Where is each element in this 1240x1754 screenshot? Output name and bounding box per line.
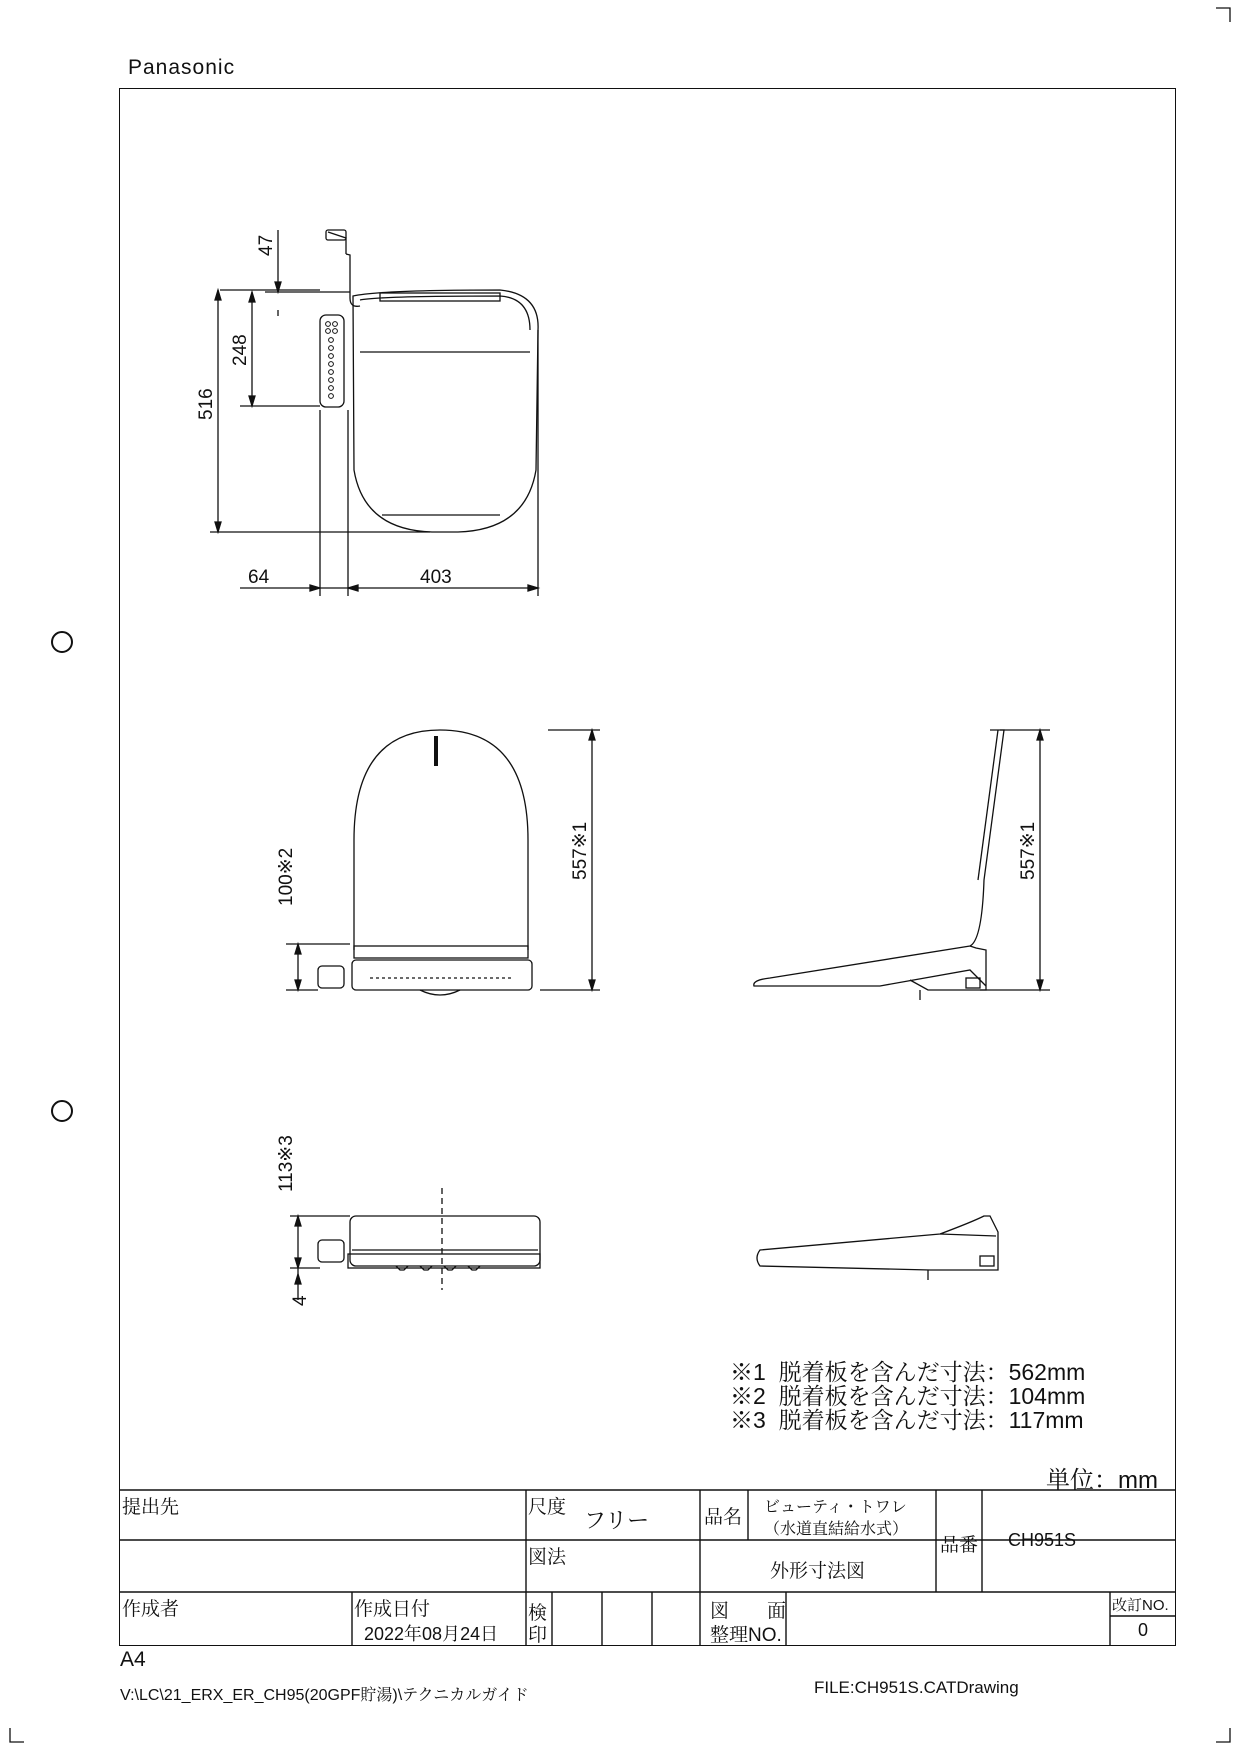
remote-buttons [326,322,338,399]
drawing-title: 外形寸法図 [770,1561,866,1582]
dim-text: 47 [256,234,277,256]
part-no-value: CH951S [1008,1530,1077,1550]
part-no-label: 品番 [940,1535,979,1556]
corner-mark [10,1728,24,1742]
product-name-label: 品名 [704,1507,743,1528]
dim-text: 113※3 [276,1135,297,1192]
dim-text: 4 [290,1295,311,1306]
note-2: ※2 脱着板を含んだ寸法：104mm [730,1383,1086,1409]
file-path: V:\LC\21_ERX_ER_CH95(20GPF貯湯)\テクニカルガイド [120,1687,529,1704]
drawing-number-label: 図 面 [710,1601,787,1622]
corner-mark [1216,8,1230,22]
dim-text: 100※2 [276,847,297,906]
dim-text: 557※1 [570,821,591,880]
remote-holder [318,966,344,988]
product-name-line1: ビューティ・トワレ [764,1499,907,1516]
paper-size: A4 [120,1648,146,1671]
date-value: 2022年08月24日 [364,1624,499,1644]
projection-label: 図法 [528,1547,567,1568]
note-1: ※1 脱着板を含んだ寸法：562mm [730,1359,1086,1385]
side-view [754,730,1050,1000]
top-view [210,230,538,596]
note-3: ※3 脱着板を含んだ寸法：117mm [730,1407,1084,1433]
date-label: 作成日付 [354,1599,431,1620]
unit-label: 単位：mm [1046,1467,1158,1494]
product-name-line2: （水道直結給水式） [764,1521,909,1538]
drawing-number-label: 整理NO. [710,1625,782,1646]
closed-side-view [757,1216,998,1280]
revision-value: 0 [1138,1620,1149,1640]
author-label: 作成者 [122,1599,180,1620]
check-label: 検 [528,1603,548,1624]
submit-to-label: 提出先 [122,1497,180,1518]
corner-mark [1216,1728,1230,1742]
dim-text: 64 [248,567,270,588]
scale-label: 尺度 [528,1497,567,1518]
file-name: FILE:CH951S.CATDrawing [814,1678,1019,1697]
front-view [286,730,600,995]
brand-logo-text: Panasonic [128,56,236,79]
dim-text: 516 [196,388,217,420]
dim-text: 248 [230,334,251,366]
revision-label: 改訂NO. [1112,1597,1169,1614]
remote-control [320,315,344,407]
dim-text: 557※1 [1018,821,1039,880]
closed-front-view [290,1188,540,1300]
dim-text: 403 [420,567,452,588]
scale-value: フリー [584,1508,650,1533]
check-label: 印 [528,1625,548,1646]
